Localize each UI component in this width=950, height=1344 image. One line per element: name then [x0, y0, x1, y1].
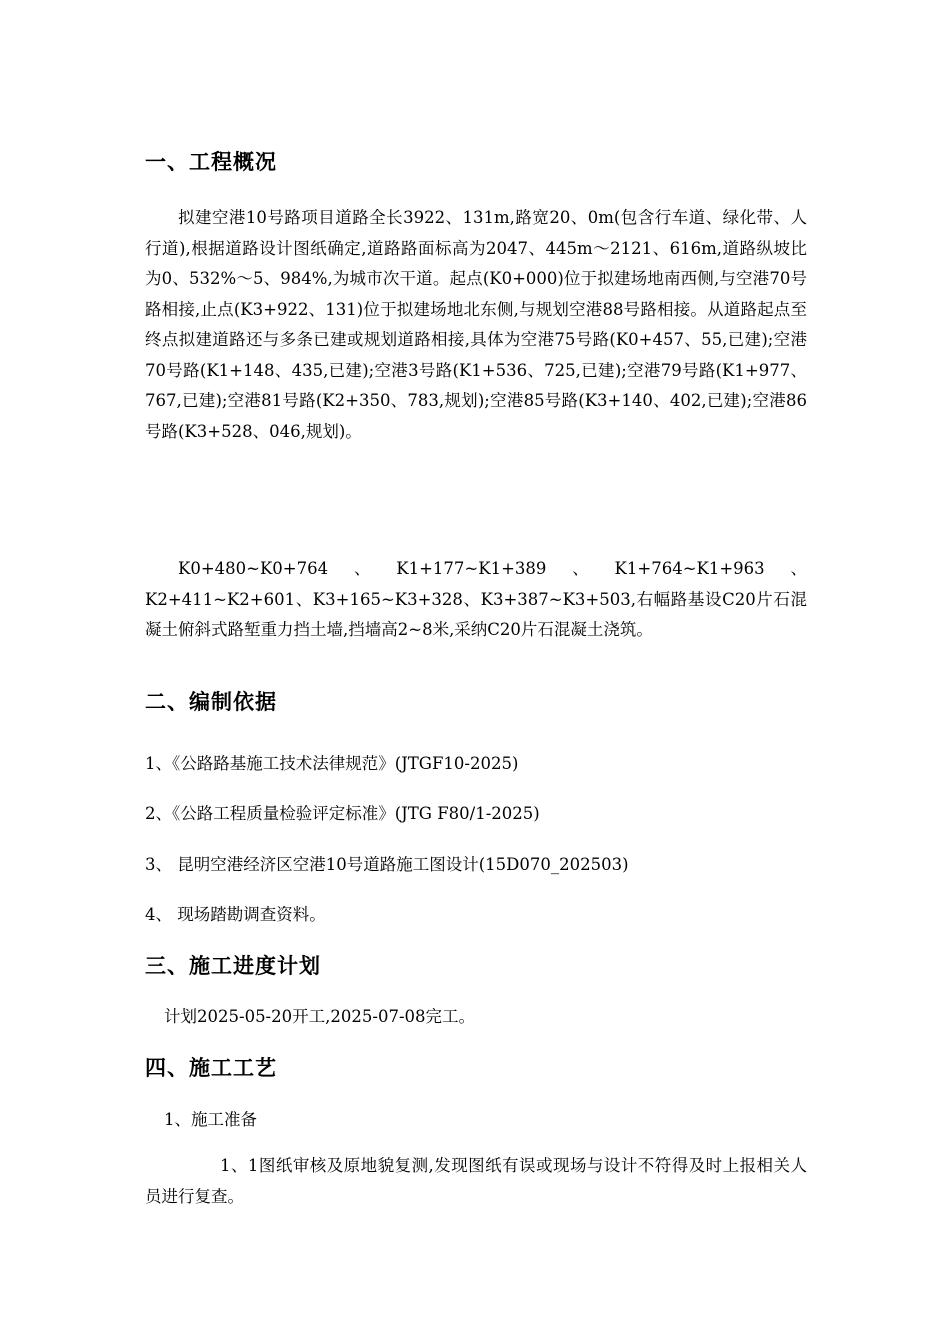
section-heading-overview: 一、工程概况: [145, 150, 277, 174]
basis-item-4: 4、 现场踏勘调查资料。: [145, 905, 326, 924]
overview-paragraph-1: 拟建空港10号路项目道路全长3922、131m,路宽20、0m(包含行车道、绿化带、人行道),根据道路设计图纸确定,道路路面标高为2047、445m～2121、616m,道路纵坡比为0、532%～5、984%,为城市次干道。起点(K0+000)位于拟建场地南西侧,与空港70号路相接,止点(K3+922、131)位于拟建场地北东侧,与规划空港88号路相接。从道路起点至终点拟建道路还与多条已建或规划道路相接,具体为空港75号路(K0+457、55,已建);空港70号路(K1+148、435,已建);空港3号路(K1+536、725,已建);空港79号路(K1+977、767,已建);空港81号路(K2+350、783,规划);空港85号路(K3+140、402,已建);空港86号路(K3+528、046,规划)。: [145, 208, 807, 441]
basis-item-1: 1、《公路路基施工技术法律规范》(JTGF10-2025): [145, 754, 519, 773]
section-heading-process: 四、施工工艺: [145, 1056, 277, 1080]
basis-item-3: 3、 昆明空港经济区空港10号道路施工图设计(15D070_202503): [145, 855, 629, 874]
overview-paragraph-2: K0+480~K0+764、K1+177~K1+389、K1+764~K1+963、K2+411~K2+601、K3+165~K3+328、K3+387~K3+503,右幅路基设C20片石混凝土俯斜式路堑重力挡土墙,挡墙高2~8米,采纳C20片石混凝土浇筑。: [145, 559, 807, 639]
schedule-text: 计划2025-05-20开工,2025-07-08完工。: [164, 1007, 476, 1026]
section-heading-schedule: 三、施工进度计划: [145, 954, 321, 978]
process-subheading: 1、施工准备: [164, 1110, 257, 1129]
process-paragraph-1: 1、1图纸审核及原地貌复测,发现图纸有误或现场与设计不符得及时上报相关人员进行复查。: [145, 1156, 807, 1206]
basis-item-2: 2、《公路工程质量检验评定标准》(JTG F80/1-2025): [145, 804, 540, 823]
section-heading-basis: 二、编制依据: [145, 690, 277, 714]
